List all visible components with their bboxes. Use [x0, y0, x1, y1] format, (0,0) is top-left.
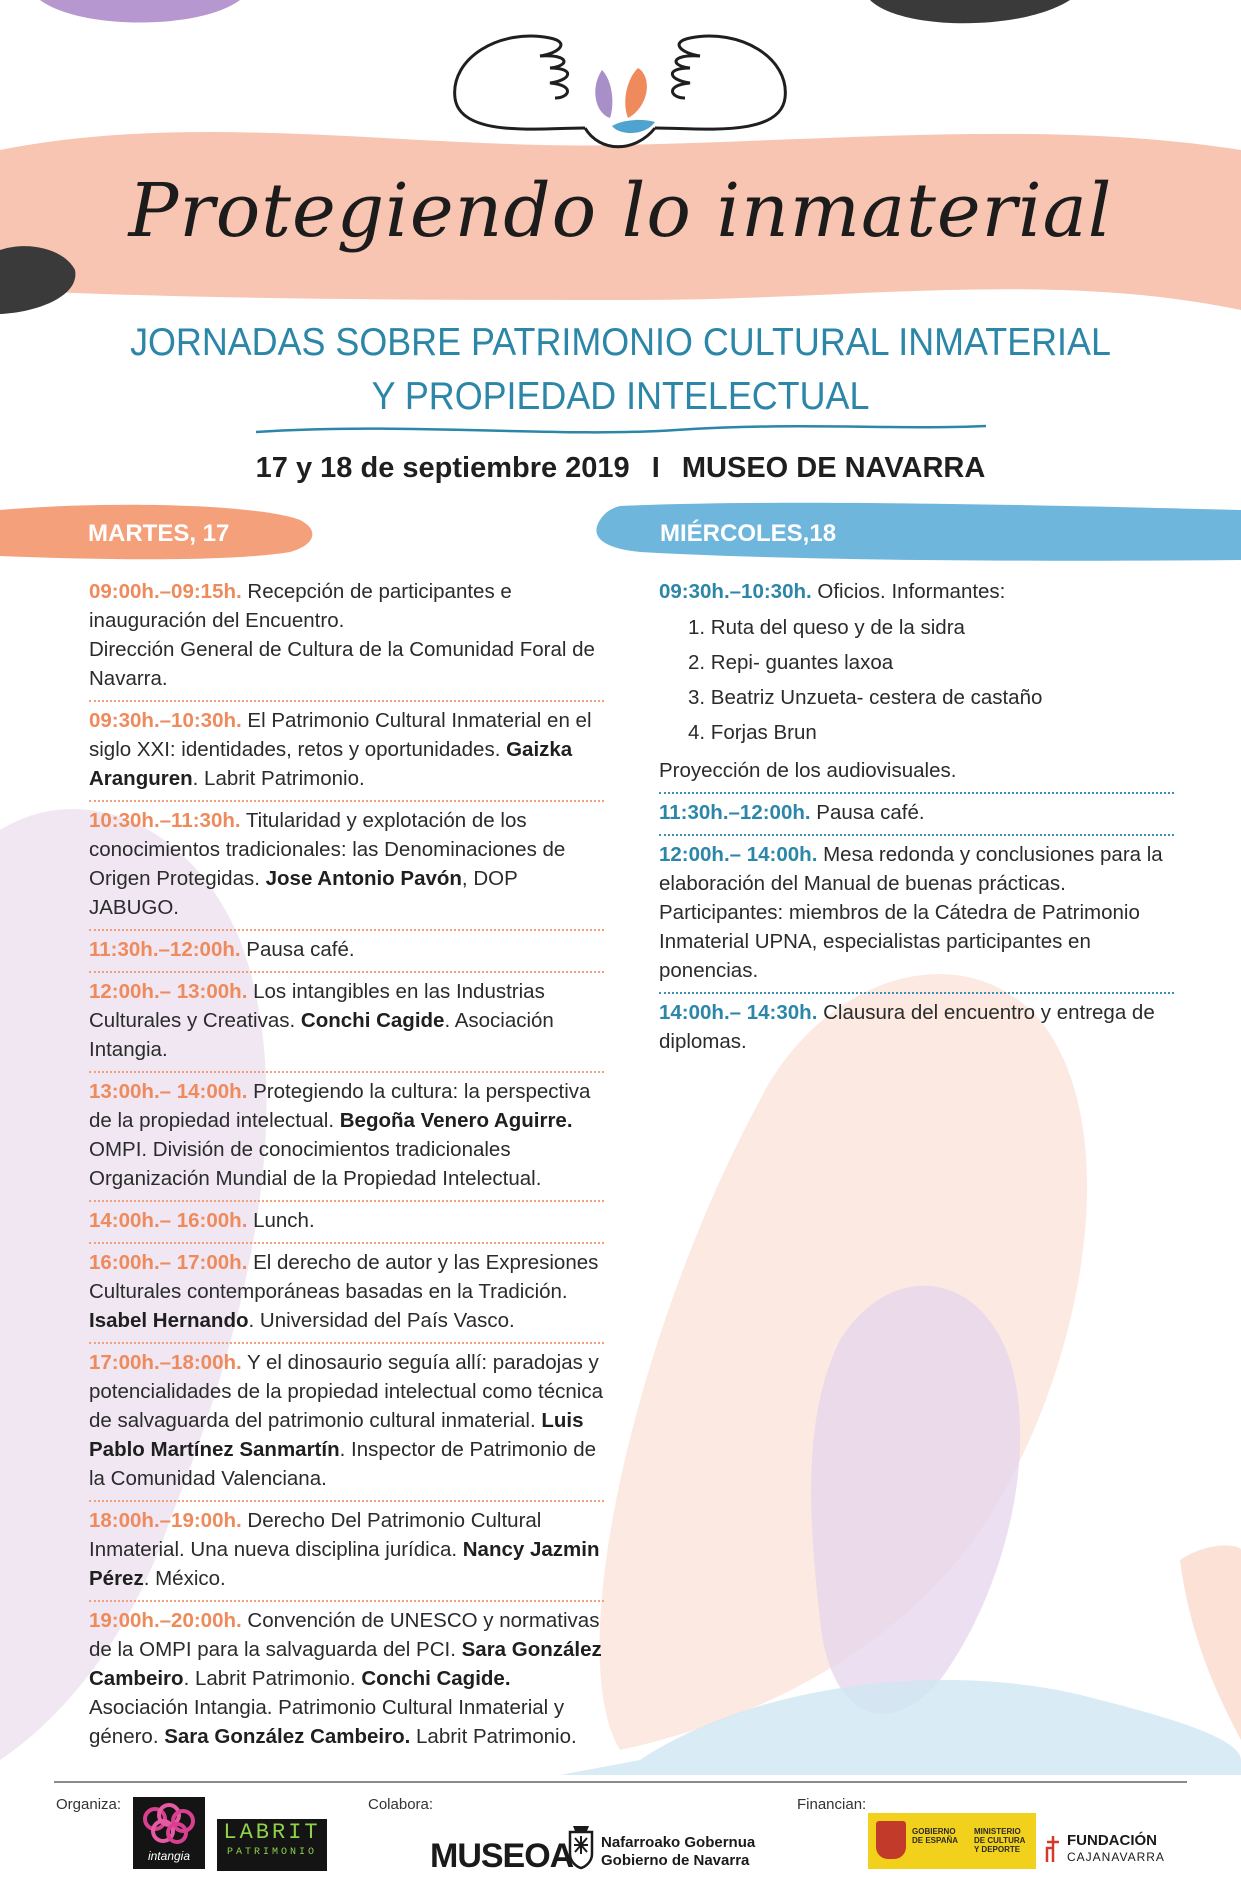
entry-time: 17:00h.–18:00h.: [89, 1351, 242, 1374]
schedule-entry: [89, 973, 604, 1073]
speaker-name: Luis Pablo Martínez Sanmartín: [89, 1409, 584, 1461]
schedule-entry: [89, 1244, 604, 1344]
list-item: 1. Ruta del queso y de la sidra: [688, 616, 965, 639]
speaker-affiliation: . Inspector de Patrimonio de la Comunidad Valenciana.: [89, 1438, 596, 1490]
informants-list: [688, 610, 1174, 750]
wednesday-schedule: [659, 573, 1174, 1063]
entry-time: 16:00h.– 17:00h.: [89, 1251, 248, 1274]
labrit-logo: [217, 1819, 327, 1871]
entry-time: 12:00h.– 14:00h.: [659, 843, 818, 866]
top-right-dark-blob: [870, 0, 1070, 23]
speaker-affiliation: . México.: [143, 1567, 226, 1590]
schedule-entry: [89, 702, 604, 802]
museoa-logo: MUSEOA: [430, 1837, 574, 1875]
organizers-label: Organiza:: [56, 1796, 122, 1813]
event-subtitle: [50, 316, 1192, 424]
speaker-name: Gaizka Aranguren: [89, 738, 573, 790]
subtitle-underline: [256, 420, 986, 442]
entry-text: El Patrimonio Cultural Inmaterial en el siglo XXI: identidades, retos y oportunidades.: [89, 709, 592, 761]
top-left-lilac-blob: [40, 0, 240, 23]
entry-time: 18:00h.–19:00h.: [89, 1509, 242, 1532]
speaker-affiliation: . Asociación Intangia.: [89, 1009, 554, 1061]
funders-label: Financian:: [797, 1796, 867, 1813]
schedule-entry: [89, 1344, 604, 1502]
entry-text: Protegiendo la cultura: la perspectiva de la propiedad intelectual.: [89, 1080, 591, 1132]
schedule-entry: [89, 1202, 604, 1244]
collaborators-label: Colabora:: [368, 1796, 434, 1813]
labrit-wordmark: LABRIT: [223, 1820, 321, 1845]
list-item: 4. Forjas Brun: [688, 721, 817, 744]
tuesday-schedule: [89, 573, 604, 1758]
list-item: 2. Repi- guantes laxoa: [688, 651, 894, 674]
entry-time: 12:00h.– 13:00h.: [89, 980, 248, 1003]
entry-text: Mesa redonda y conclusiones para la elaboración del Manual de buenas prácticas. Participantes: miembros de la Cátedra de Patrimonio Inmaterial UPNA, especialistas participantes en ponencias.: [659, 843, 1163, 982]
fundacion-text: FUNDACIÓN: [1067, 1832, 1157, 1849]
entry-text: Pausa café.: [240, 938, 355, 961]
schedule-entry: [89, 931, 604, 973]
entry-text: Oficios. Informantes:: [811, 580, 1006, 603]
speaker-name: Begoña Venero Aguirre.: [339, 1109, 573, 1132]
gobierno-navarra-logo: [601, 1834, 755, 1870]
entry-organizer: Dirección General de Cultura de la Comunidad Foral de Navarra.: [89, 638, 595, 690]
schedule-entry: [659, 573, 1174, 794]
intangia-wordmark: intangia: [147, 1849, 191, 1863]
cajanavarra-text: CAJANAVARRA: [1067, 1850, 1165, 1864]
entry-time: 14:00h.– 14:30h.: [659, 1001, 818, 1024]
entry-time: 10:30h.–11:30h.: [89, 809, 241, 832]
speaker-affiliation: . Labrit Patrimonio.: [183, 1667, 362, 1690]
navarra-shield-icon: [567, 1824, 595, 1870]
spain-coat-of-arms-icon: [876, 1821, 906, 1859]
entry-text: Lunch.: [247, 1209, 315, 1232]
speaker-affiliation: OMPI. División de conocimientos tradicionales Organización Mundial de la Propiedad Intelectual.: [89, 1138, 542, 1190]
speaker-name: Isabel Hernando: [89, 1309, 249, 1332]
entry-note: Proyección de los audiovisuales.: [659, 759, 957, 782]
entry-time: 13:00h.– 14:00h.: [89, 1080, 248, 1103]
entry-text: Recepción de participantes e inauguración del Encuentro.: [89, 580, 512, 632]
schedule-entry: [89, 1602, 604, 1758]
speaker-affiliation: Labrit Patrimonio.: [410, 1725, 577, 1748]
footer-divider: [54, 1781, 1187, 1783]
tuesday-heading: MARTES, 17: [88, 520, 230, 547]
speaker-name: Sara González Cambeiro: [89, 1638, 602, 1690]
ministerio-cultura-logo: [868, 1813, 1036, 1869]
gobierno-navarra-spanish: Gobierno de Navarra: [601, 1852, 750, 1869]
intangia-logo: [133, 1797, 205, 1869]
schedule-entry: [659, 794, 1174, 836]
schedule-entry: [659, 994, 1174, 1063]
right-lilac-shape: [811, 1286, 1020, 1714]
speaker-affiliation: . Universidad del País Vasco.: [248, 1309, 515, 1332]
ministerio-text: MINISTERIO DE CULTURA Y DEPORTE: [974, 1827, 1026, 1854]
poster-title: Protegiendo lo inmaterial: [128, 168, 1113, 254]
speaker-name: Jose Antonio Pavón: [265, 867, 462, 890]
entry-text: Titularidad y explotación de los conocimientos tradicionales: las Denominaciones de Origen Protegidas.: [89, 809, 566, 890]
schedule-entry: [89, 1502, 604, 1602]
intangia-knot-icon: [133, 1797, 205, 1851]
entry-text: El derecho de autor y las Expresiones Culturales contemporáneas basadas en la Tradición.: [89, 1251, 599, 1303]
event-venue: MUSEO DE NAVARRA: [681, 452, 986, 484]
entry-time: 09:30h.–10:30h.: [659, 580, 812, 603]
date-venue-line: [0, 452, 1241, 485]
entry-time: 09:30h.–10:30h.: [89, 709, 242, 732]
speaker-affiliation: . Labrit Patrimonio.: [192, 767, 365, 790]
gobierno-espana-text: GOBIERNO DE ESPAÑA: [912, 1827, 959, 1845]
schedule-entry: [89, 1073, 604, 1202]
schedule-entry: [89, 573, 604, 702]
entry-time: 09:00h.–09:15h.: [89, 580, 242, 603]
entry-text: Derecho Del Patrimonio Cultural Inmaterial. Una nueva disciplina jurídica.: [89, 1509, 542, 1561]
subtitle-line-2: Y PROPIEDAD INTELECTUAL: [371, 375, 870, 418]
entry-text: Clausura del encuentro y entrega de diplomas.: [659, 1001, 1155, 1053]
speaker-name: Sara González Cambeiro.: [164, 1725, 411, 1748]
schedule-entry: [659, 836, 1174, 994]
labrit-subtitle: PATRIMONIO: [226, 1847, 317, 1858]
separator: I: [651, 452, 660, 484]
entry-time: 11:30h.–12:00h.: [89, 938, 241, 961]
right-edge-peach: [1180, 1546, 1241, 1740]
wednesday-heading: MIÉRCOLES,18: [660, 520, 837, 547]
entry-time: 11:30h.–12:00h.: [659, 801, 811, 824]
entry-text: Los intangibles en las Industrias Culturales y Creativas.: [89, 980, 545, 1032]
winged-logo-icon: [440, 18, 800, 168]
speaker-name: Nancy Jazmin Pérez: [89, 1538, 600, 1590]
entry-time: 19:00h.–20:00h.: [89, 1609, 242, 1632]
entry-text: Convención de UNESCO y normativas de la OMPI para la salvaguarda del PCI.: [89, 1609, 600, 1661]
schedule-entry: [89, 802, 604, 931]
speaker-affiliation: , DOP JABUGO.: [89, 867, 518, 919]
fundacion-mark-icon: [1045, 1834, 1061, 1864]
entry-text: Y el dinosaurio seguía allí: paradojas y potencialidades de la propiedad intelectual como técnica de salvaguarda del patrimonio cultural inmaterial.: [89, 1351, 603, 1432]
entry-time: 14:00h.– 16:00h.: [89, 1209, 248, 1232]
subtitle-line-1: JORNADAS SOBRE PATRIMONIO CULTURAL INMATERIAL: [130, 321, 1111, 364]
entry-text: Pausa café.: [810, 801, 925, 824]
event-date: 17 y 18 de septiembre 2019: [255, 452, 630, 484]
speaker-name: Conchi Cagide.: [361, 1667, 511, 1690]
speaker-name: Conchi Cagide: [300, 1009, 445, 1032]
gobierno-navarra-basque: Nafarroako Gobernua: [601, 1834, 756, 1851]
entry-text: Asociación Intangia. Patrimonio Cultural Inmaterial y género.: [89, 1696, 565, 1748]
list-item: 3. Beatriz Unzueta- cestera de castaño: [688, 686, 1043, 709]
